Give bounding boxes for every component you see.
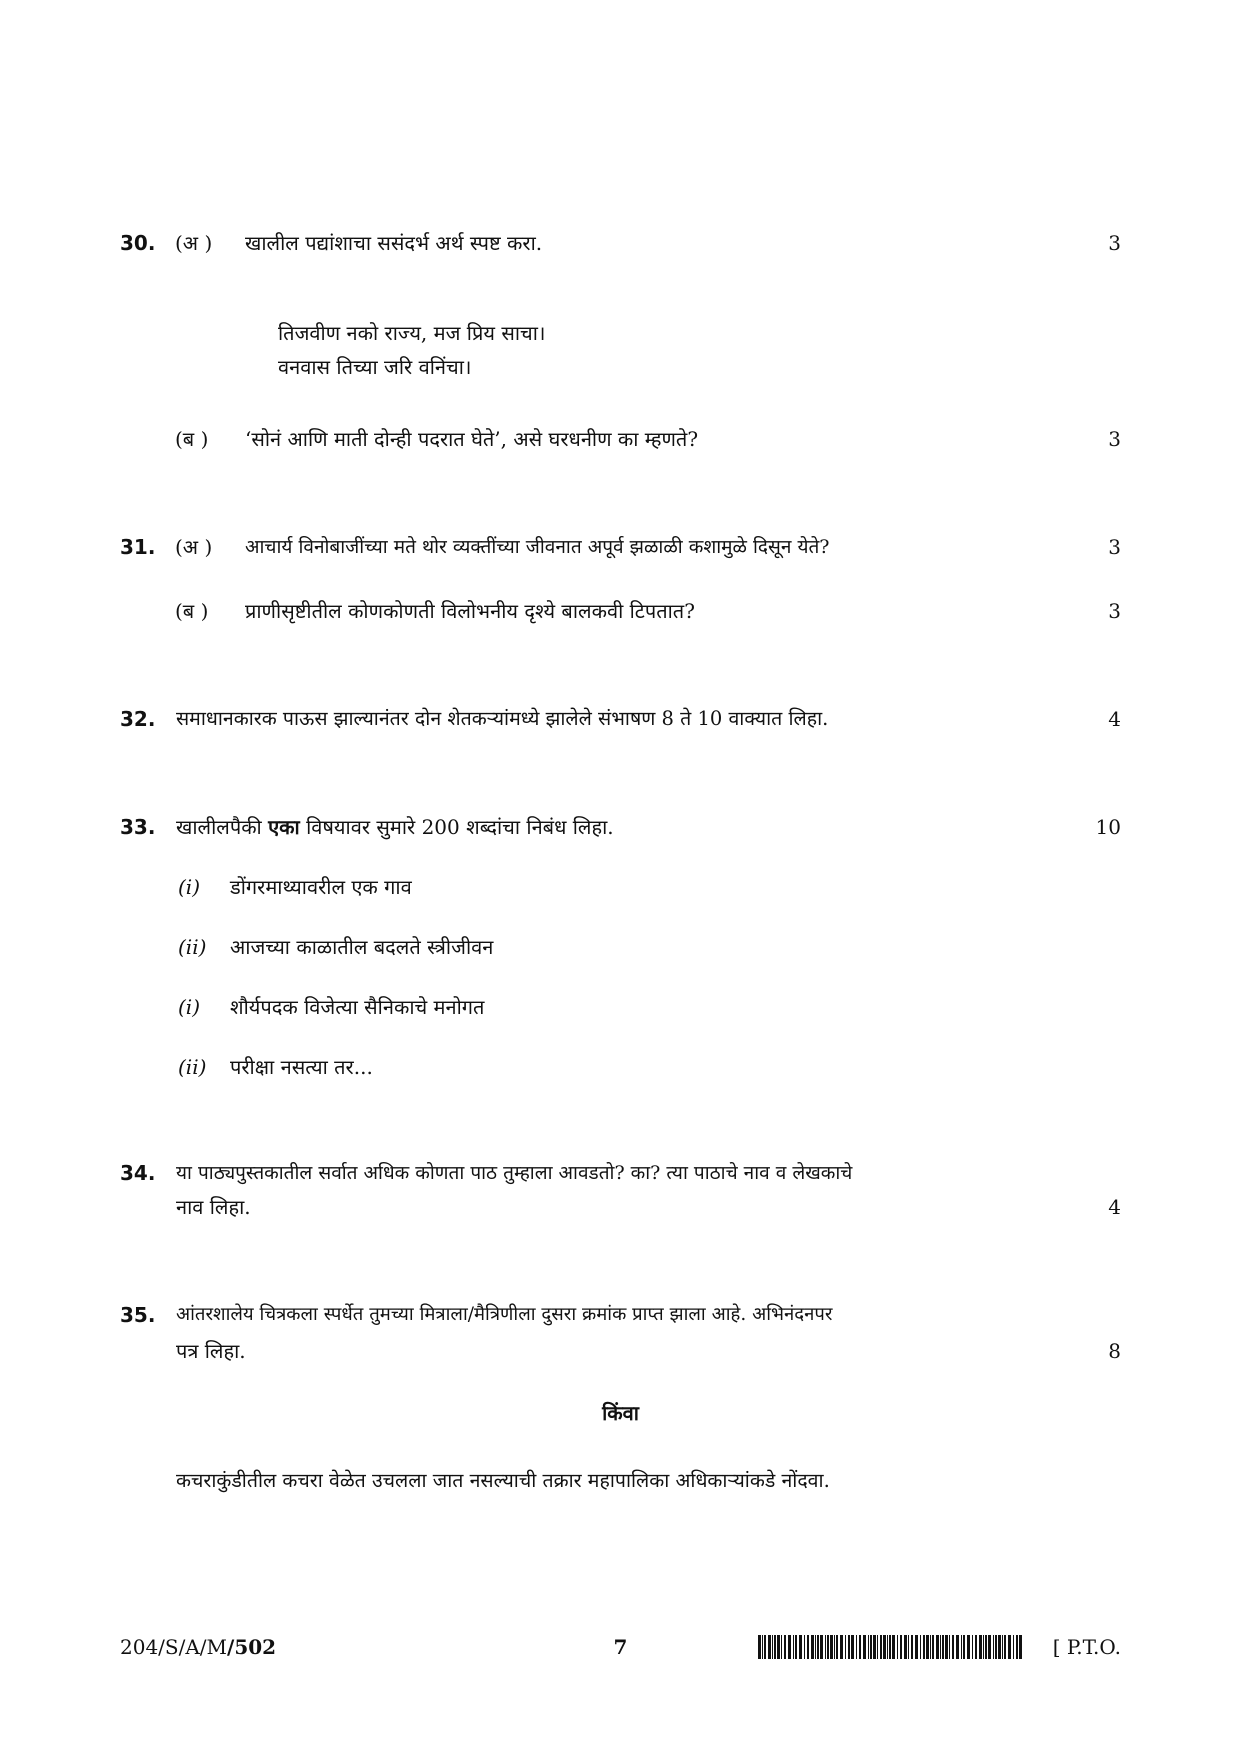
question-number: 35.	[120, 1303, 156, 1327]
emphasis-text: एका	[268, 815, 300, 839]
option-text: परीक्षा नसत्या तर...	[230, 1055, 373, 1079]
verse-text: वनवास तिच्या जरि वनिंचा।	[278, 355, 472, 379]
question-text	[176, 812, 614, 842]
marks: 3	[1108, 427, 1121, 451]
subpart-label: (ब )	[175, 427, 209, 451]
subpart-label: (अ )	[175, 535, 213, 559]
paper-code-prefix: 204/S/A/M	[120, 1635, 228, 1659]
text-part: खालीलपैकी	[176, 815, 269, 839]
option-number: (ii)	[178, 935, 207, 959]
question-text: कचराकुंडीतील कचरा वेळेत उचलला जात नसल्याची तक्रार महापालिका अधिकाऱ्यांकडे नोंदवा.	[176, 1469, 830, 1492]
subpart-label: (ब )	[175, 599, 209, 623]
question-text: आंतरशालेय चित्रकला स्पर्धेत तुमच्या मित्राला/मैत्रिणीला दुसरा क्रमांक प्राप्त झाला आहे. अभिनंदनपर	[176, 1304, 833, 1325]
question-number: 30.	[120, 231, 156, 255]
question-text: पत्र लिहा.	[176, 1339, 246, 1363]
subpart-label: (अ )	[175, 231, 213, 255]
marks: 4	[1108, 1195, 1121, 1219]
page-footer	[0, 1632, 1241, 1662]
question-number: 31.	[120, 535, 156, 559]
paper-code-number: /502	[227, 1635, 277, 1659]
option-number: (ii)	[178, 1055, 207, 1079]
barcode-icon	[758, 1635, 1026, 1659]
marks: 8	[1108, 1339, 1121, 1363]
question-text: नाव लिहा.	[176, 1195, 251, 1219]
option-text: शौर्यपदक विजेत्या सैनिकाचे मनोगत	[230, 995, 485, 1019]
question-text: आचार्य विनोबाजींच्या मते थोर व्यक्तींच्या जीवनात अपूर्व झळाळी कशामुळे दिसून येते?	[245, 536, 830, 558]
option-text: आजच्या काळातील बदलते स्त्रीजीवन	[230, 935, 494, 959]
question-text: ‘सोनं आणि माती दोन्ही पदरात घेते’, असे घरधनीण का म्हणते?	[245, 427, 699, 451]
question-number: 33.	[120, 815, 156, 839]
question-number: 32.	[120, 707, 156, 731]
pto-label: [ P.T.O.	[1052, 1635, 1121, 1659]
option-text: डोंगरमाथ्यावरील एक गाव	[230, 875, 412, 899]
verse-text: तिजवीण नको राज्य, मज प्रिय साचा।	[278, 321, 546, 345]
option-number: (i)	[178, 995, 201, 1019]
question-text: समाधानकारक पाऊस झाल्यानंतर दोन शेतकऱ्यांमध्ये झालेले संभाषण 8 ते 10 वाक्यात लिहा.	[176, 707, 829, 730]
question-text: या पाठ्यपुस्तकातील सर्वात अधिक कोणता पाठ तुम्हाला आवडतो? का? त्या पाठाचे नाव व लेखकाचे	[176, 1162, 853, 1184]
marks: 3	[1108, 599, 1121, 623]
marks: 4	[1108, 707, 1121, 731]
question-number: 34.	[120, 1161, 156, 1185]
question-text: खालील पद्यांशाचा ससंदर्भ अर्थ स्पष्ट करा.	[245, 231, 543, 255]
or-label: किंवा	[602, 1401, 639, 1425]
marks: 3	[1108, 535, 1121, 559]
question-text: प्राणीसृष्टीतील कोणकोणती विलोभनीय दृश्ये बालकवी टिपतात?	[245, 599, 695, 623]
page-number: 7	[613, 1635, 628, 1659]
marks: 3	[1108, 231, 1121, 255]
text-part: विषयावर सुमारे 200 शब्दांचा निबंध लिहा.	[299, 815, 614, 839]
option-number: (i)	[178, 875, 201, 899]
marks: 10	[1095, 815, 1121, 839]
